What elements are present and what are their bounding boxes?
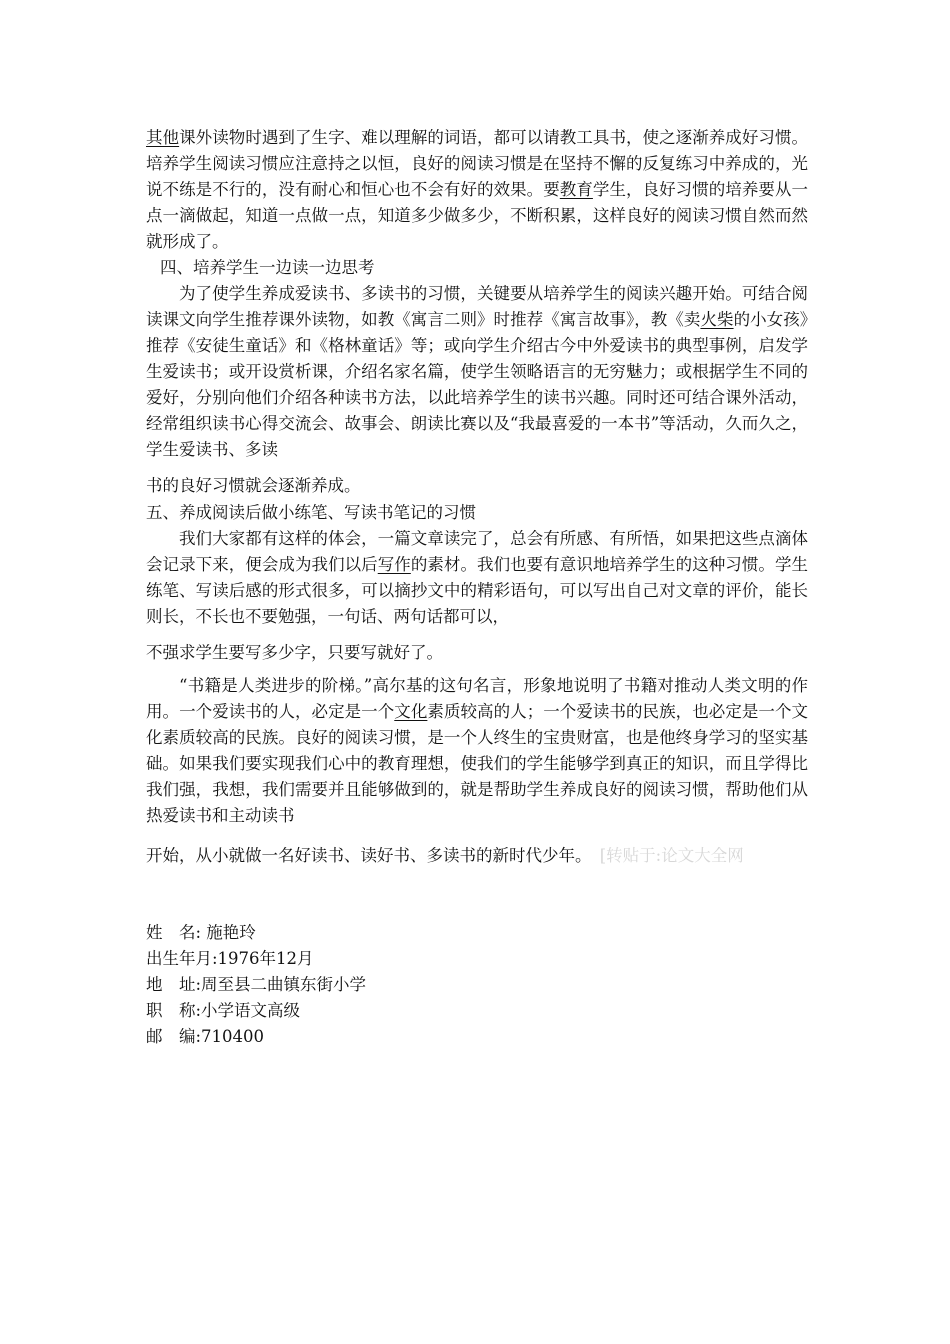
- heading-text: 五、养成阅读后做小练笔、写读书笔记的习惯: [146, 503, 476, 522]
- text-span: 我们大家都有这样的体会，一篇文章读完了，总会有所感、有所悟，如果把这些点滴体会记录下来，便会成为我们以后: [146, 529, 808, 574]
- paragraph-reading-interest: [146, 281, 808, 499]
- text-span: 的素材。我们也要有意识地培养学生的这种习惯。学生练笔、写读后感的形式很多，可以摘抄文中的精彩语句，可以写出自己对文章的评价，能长则长，不长也不要勉强，一句话、两句话都可以，: [146, 555, 809, 626]
- link-huochai[interactable]: 火柴: [700, 310, 734, 329]
- link-wenhua[interactable]: 文化: [394, 702, 428, 721]
- watermark-text: [转贴于:论文大全网: [599, 846, 744, 865]
- text-span: “书籍是人类进步的阶梯。”高尔基的这句名言，形象地说明了书籍对推动人类文明的作用。一个爱读书的人，必定是一个: [146, 676, 808, 721]
- author-address: 地 址:周至县二曲镇东街小学: [146, 975, 367, 994]
- paragraph-tail: 书的良好习惯就会逐渐养成。: [146, 476, 361, 495]
- author-postcode: 邮 编:710400: [146, 1027, 265, 1046]
- author-title: 职 称:小学语文高级: [146, 1001, 301, 1020]
- section-heading-5: [146, 500, 808, 526]
- text-span: 课外读物时遇到了生字、难以理解的词语，都可以请教工具书，使之逐渐养成好习惯。培养学生阅读习惯应注意持之以恒，良好的阅读习惯是在坚持不懈的反复练习中养成的，光说不练是不行的，没有耐心和恒心也不会有好的效果。要: [146, 128, 809, 199]
- link-xiezuo[interactable]: 写作: [377, 555, 411, 574]
- link-qita[interactable]: 其他: [146, 128, 180, 147]
- paragraph-tail: 不强求学生要写多少字，只要写就好了。: [146, 643, 443, 662]
- link-jiaoyu[interactable]: 教育: [559, 180, 593, 199]
- text-span: 素质较高的人；一个爱读书的民族，也必定是一个文化素质较高的民族。良好的阅读习惯，是一个人终生的宝贵财富，也是他终身学习的坚实基础。如果我们要实现我们心中的教育理想，使我们的学生能够学到真正的知识，而且学得比我们强，我想，我们需要并且能够做到的，就是帮助学生养成良好的阅读习惯，帮助他们从热爱读书和主动读书: [146, 702, 809, 825]
- text-span: 的小女孩》推荐《安徒生童话》和《格林童话》等；或向学生介绍古今中外爱读书的典型事例，启发学生爱读书；或开设赏析课，介绍名家名篇，使学生领略语言的无穷魅力；或根据学生不同的爱好，分别向他们介绍各种读书方法，以此培养学生的读书兴趣。同时还可结合课外活动，经常组织读书心得交流会、故事会、朗读比赛以及“我最喜爱的一本书”等活动，久而久之，学生爱读书、多读: [146, 310, 809, 459]
- paragraph-tail: 开始，从小就做一名好读书、读好书、多读书的新时代少年。: [146, 846, 584, 865]
- text-span: 学生，良好习惯的培养要从一点一滴做起，知道一点做一点，知道多少做多少，不断积累，这样良好的阅读习惯自然而然就形成了。: [146, 180, 809, 251]
- text-span: 为了使学生养成爱读书、多读书的习惯，关键要从培养学生的阅读兴趣开始。可结合阅读课文向学生推荐课外读物，如教《寓言二则》时推荐《寓言故事》，教《卖: [146, 284, 808, 329]
- section-heading-4: [160, 255, 822, 281]
- heading-text: 四、培养学生一边读一边思考: [160, 258, 375, 277]
- author-birth: 出生年月:1976年12月: [146, 949, 314, 968]
- author-name: 姓 名: 施艳玲: [146, 923, 256, 942]
- paragraph-writing-notes: [146, 526, 808, 666]
- author-info: [146, 920, 808, 1050]
- paragraph-conclusion: [146, 673, 808, 873]
- paragraph-reading-habits: [146, 125, 808, 255]
